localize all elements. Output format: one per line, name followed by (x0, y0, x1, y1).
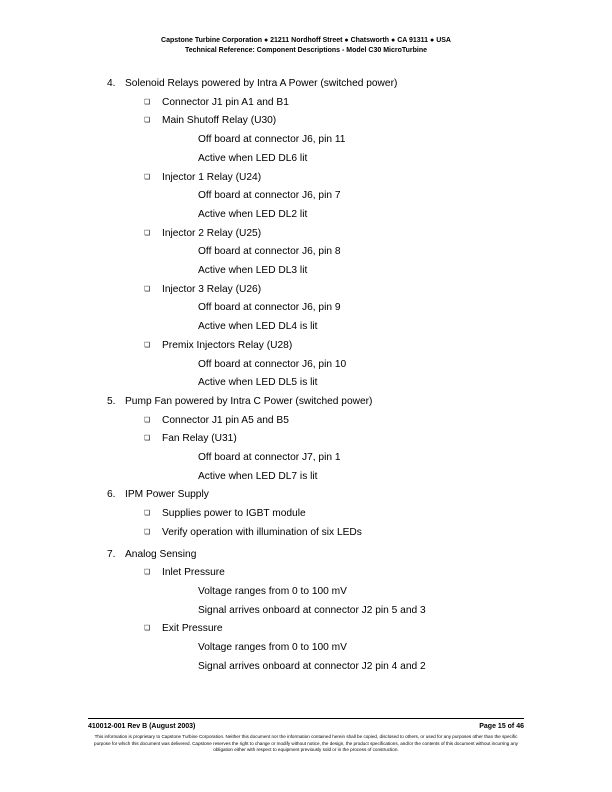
checkbox-bullet-icon: ❏ (144, 625, 151, 633)
checkbox-bullet-icon: ❏ (144, 416, 151, 424)
checkbox-bullet-icon: ❏ (144, 569, 151, 577)
checkbox-bullet-icon: ❏ (144, 98, 151, 106)
section-title: Analog Sensing (125, 548, 197, 560)
detail-text: Voltage ranges from 0 to 100 mV (198, 585, 347, 597)
bullet-text: Verify operation with illumination of six LEDs (162, 526, 362, 538)
checkbox-bullet-icon: ❏ (144, 435, 151, 443)
header-address: Capstone Turbine Corporation ● 21211 Nordhoff Street ● Chatsworth ● CA 91311 ● USA (161, 37, 451, 44)
detail-text: Off board at connector J6, pin 11 (198, 134, 346, 146)
section-number: 6. (107, 489, 116, 501)
detail-text: Active when LED DL7 is lit (198, 470, 318, 482)
bullet-text: Main Shutoff Relay (U30) (162, 115, 277, 127)
bullet-text: Connector J1 pin A5 and B5 (162, 414, 289, 426)
checkbox-bullet-icon: ❏ (144, 528, 151, 536)
checkbox-bullet-icon: ❏ (144, 341, 151, 349)
section-title: Pump Fan powered by Intra C Power (switched power) (125, 395, 373, 407)
bullet-text: Inlet Pressure (162, 567, 225, 579)
bullet-text: Supplies power to IGBT module (162, 508, 306, 520)
footer-notice: This information is proprietary to Capstone Turbine Corporation. Neither this document nor the information contained herein shall be copied, disclosed to others, or used for any purposes other than the specific purpose for which this document was delivered. Capstone reserves the right to change or modify without notice, the design, the product specifications, and/or the contents of this document without incurring any obligation either with respect to equipment previously sold or in the process of construction. (94, 734, 518, 753)
detail-text: Off board at connector J6, pin 7 (198, 190, 341, 202)
footer-page-number: Page 15 of 46 (479, 723, 524, 730)
detail-text: Active when LED DL3 lit (198, 265, 308, 276)
checkbox-bullet-icon: ❏ (144, 285, 151, 293)
bullet-text: Exit Pressure (162, 623, 223, 635)
footer-doc-id: 410012-001 Rev B (August 2003) (88, 723, 196, 730)
bullet-text: Premix Injectors Relay (U28) (162, 339, 293, 351)
detail-text: Active when LED DL6 lit (198, 152, 308, 164)
bullet-text: Injector 3 Relay (U26) (162, 283, 262, 295)
checkbox-bullet-icon: ❏ (144, 173, 151, 181)
section-number: 7. (107, 548, 116, 560)
detail-text: Active when LED DL2 lit (198, 208, 308, 220)
bullet-text: Injector 2 Relay (U25) (162, 227, 262, 239)
detail-text: Off board at connector J6, pin 10 (198, 358, 347, 370)
bullet-text: Injector 1 Relay (U24) (162, 171, 262, 183)
checkbox-bullet-icon: ❏ (144, 229, 151, 237)
detail-text: Off board at connector J7, pin 1 (198, 452, 341, 463)
detail-text: Off board at connector J6, pin 9 (198, 302, 341, 314)
checkbox-bullet-icon: ❏ (144, 510, 151, 518)
section-title: Solenoid Relays powered by Intra A Power (switched power) (125, 78, 398, 89)
detail-text: Active when LED DL5 is lit (198, 377, 318, 389)
section-title: IPM Power Supply (125, 489, 209, 501)
detail-text: Off board at connector J6, pin 8 (198, 246, 341, 258)
detail-text: Voltage ranges from 0 to 100 mV (198, 642, 347, 653)
detail-text: Active when LED DL4 is lit (198, 321, 318, 333)
detail-text: Signal arrives onboard at connector J2 pin 4 and 2 (198, 660, 426, 672)
page-header (0, 36, 612, 56)
footer-divider (88, 718, 524, 719)
checkbox-bullet-icon: ❏ (144, 117, 151, 125)
section-number: 4. (107, 78, 116, 89)
header-title: Technical Reference: Component Descriptions - Model C30 MicroTurbine (184, 47, 428, 54)
bullet-text: Connector J1 pin A1 and B1 (162, 96, 289, 108)
bullet-text: Fan Relay (U31) (162, 433, 237, 445)
detail-text: Signal arrives onboard at connector J2 pin 5 and 3 (198, 604, 426, 616)
section-number: 5. (107, 395, 116, 407)
